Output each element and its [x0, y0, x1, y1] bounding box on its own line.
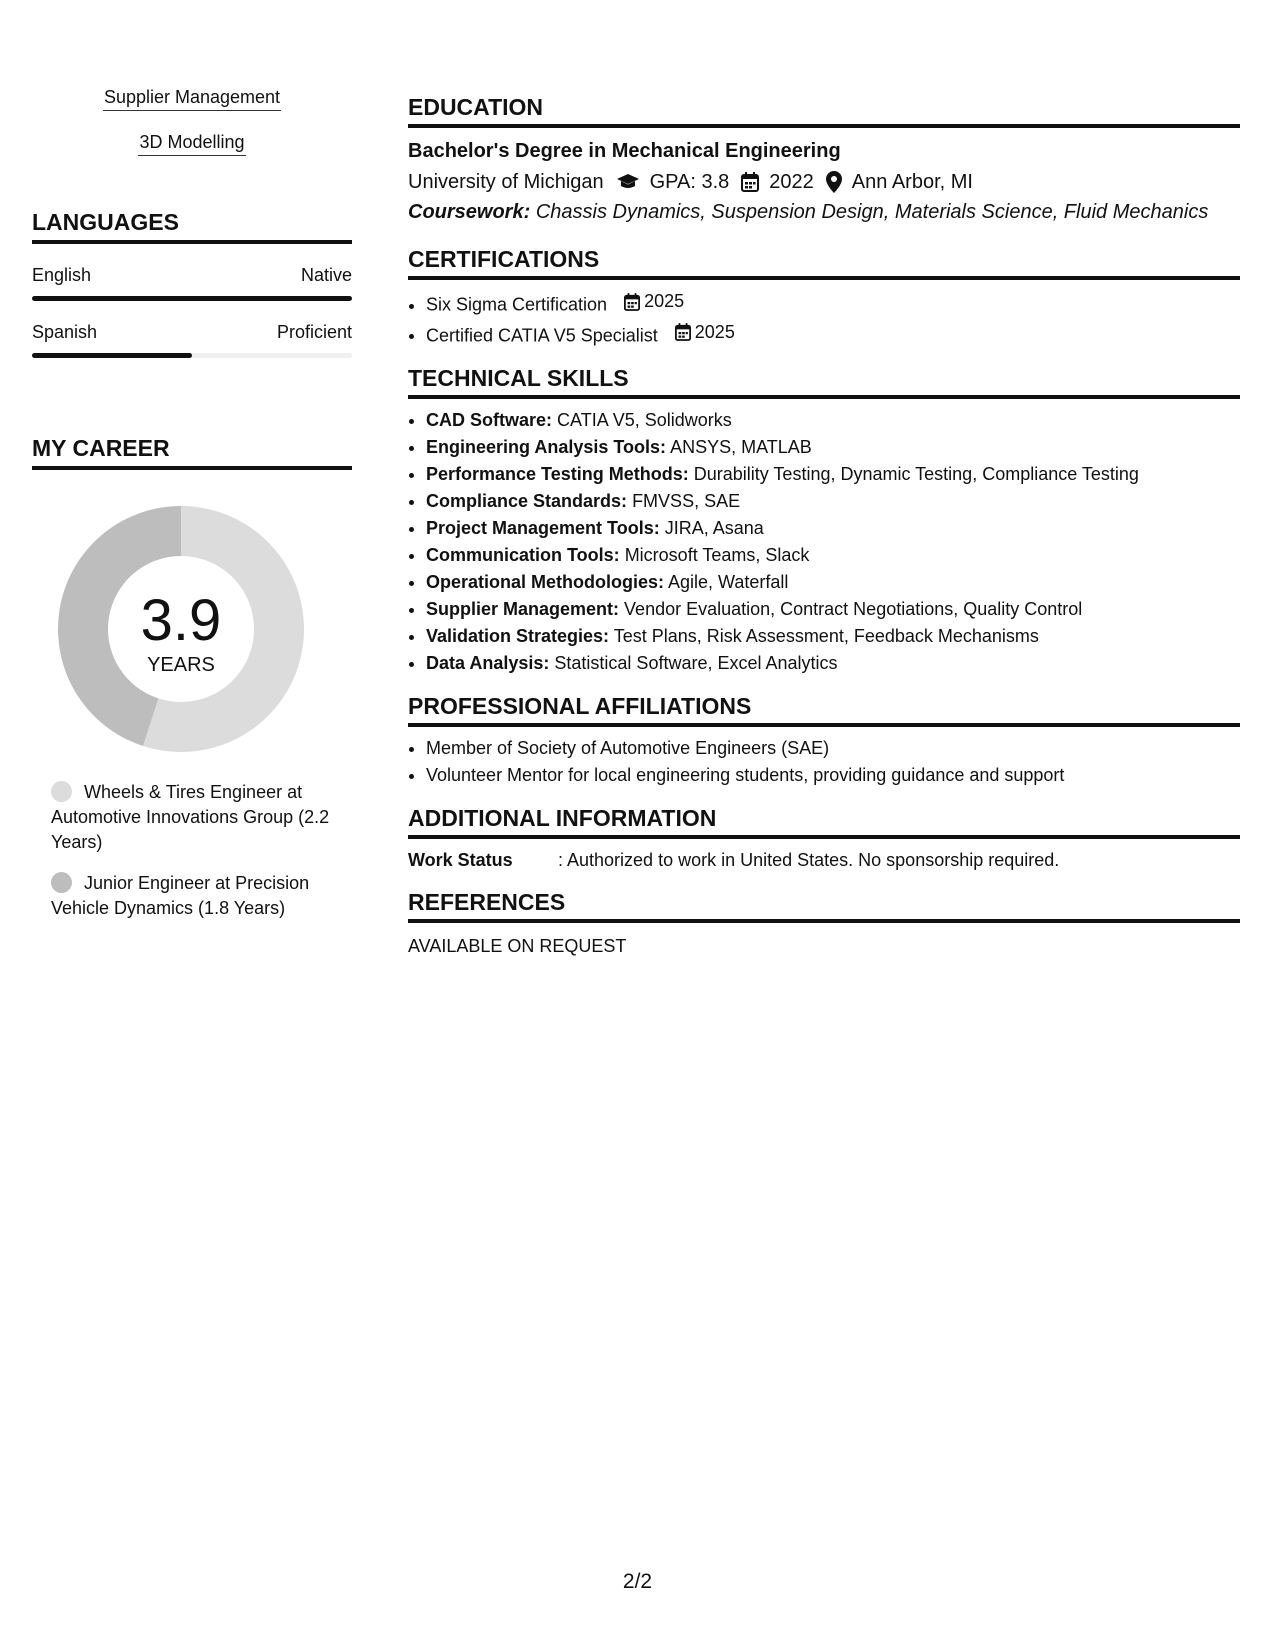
legend-item: [51, 871, 351, 921]
affiliation-item: • Volunteer Mentor for local engineering students, providing guidance and support: [426, 762, 1240, 789]
career-legend: [32, 780, 352, 921]
technical-skill-label: Compliance Standards:: [426, 491, 628, 511]
page-number: 2/2: [622, 1570, 653, 1593]
coursework: [408, 198, 1240, 226]
technical-skill-value: ANSYS, MATLAB: [670, 437, 812, 457]
school-name: University of Michigan: [408, 171, 604, 193]
technical-skill-label: Operational Methodologies:: [426, 572, 665, 592]
calendar-icon: [624, 293, 640, 311]
technical-skill-item: [426, 488, 1240, 515]
legend-dot-icon: [51, 781, 72, 802]
donut-center: [56, 504, 306, 754]
technical-skill-value: Agile, Waterfall: [668, 572, 789, 592]
languages-heading: LANGUAGES: [32, 208, 352, 244]
legend-item: [51, 780, 351, 855]
language-level: Native: [300, 265, 352, 285]
technical-skills-section: [408, 365, 1240, 677]
technical-skills-heading: TECHNICAL SKILLS: [408, 365, 1240, 399]
language-proficiency-bar: [32, 353, 352, 358]
school-location: Ann Arbor, MI: [851, 171, 973, 193]
work-status-value: : Authorized to work in United States. No sponsorship required.: [558, 850, 1060, 870]
technical-skill-label: Validation Strategies:: [426, 626, 610, 646]
technical-skill-value: JIRA, Asana: [664, 518, 764, 538]
technical-skill-value: Statistical Software, Excel Analytics: [554, 653, 838, 673]
legend-dot-icon: [51, 872, 72, 893]
calendar-icon: [741, 172, 759, 192]
technical-skill-item: [426, 542, 1240, 569]
certification-item: [426, 288, 1240, 319]
references-text: AVAILABLE ON REQUEST: [408, 936, 627, 956]
degree-title: Bachelor's Degree in Mechanical Engineering: [408, 140, 841, 162]
location-pin-icon: [826, 171, 842, 193]
technical-skill-value: FMVSS, SAE: [632, 491, 741, 511]
technical-skill-item: [426, 596, 1240, 623]
language-proficiency-fill: [32, 353, 192, 358]
technical-skill-label: Supplier Management:: [426, 599, 620, 619]
certifications-list: [408, 288, 1240, 349]
coursework-list: Chassis Dynamics, Suspension Design, Materials Science, Fluid Mechanics: [535, 201, 1209, 223]
technical-skill-value: Vendor Evaluation, Contract Negotiations, Quality Control: [624, 599, 1083, 619]
technical-skill-item: [426, 623, 1240, 650]
certification-name: Six Sigma Certification: [426, 294, 608, 315]
legend-label: Wheels & Tires Engineer at Automotive Innovations Group (2.2 Years): [51, 782, 330, 852]
language-name: English: [32, 265, 92, 285]
career-donut-chart: [56, 504, 306, 754]
education-meta: [408, 168, 1240, 196]
legend-label: Junior Engineer at Precision Vehicle Dynamics (1.8 Years): [51, 873, 310, 918]
career-heading: MY CAREER: [32, 434, 352, 470]
language-proficiency-bar: [32, 296, 352, 301]
work-status-row: [408, 849, 1240, 871]
technical-skill-item: [426, 515, 1240, 542]
references-heading: REFERENCES: [408, 889, 1240, 923]
language-proficiency-fill: [32, 296, 352, 301]
technical-skill-value: Test Plans, Risk Assessment, Feedback Mechanisms: [613, 626, 1039, 646]
language-level: Proficient: [276, 322, 352, 342]
technical-skill-label: Engineering Analysis Tools:: [426, 437, 667, 457]
main-content: [408, 94, 1240, 967]
technical-skill-item: [426, 650, 1240, 677]
technical-skill-label: Project Management Tools:: [426, 518, 660, 538]
technical-skill-item: [426, 569, 1240, 596]
certification-year: 2025: [694, 321, 735, 342]
sidebar: [32, 86, 352, 937]
career-total-value: 3.9: [140, 588, 222, 653]
gpa: GPA: 3.8: [649, 171, 730, 193]
references-section: [408, 889, 1240, 957]
technical-skill-item: [426, 434, 1240, 461]
coursework-label: Coursework:: [408, 201, 531, 223]
skill-tag: Supplier Management: [103, 86, 281, 111]
languages-section: [32, 208, 352, 358]
certification-year: 2025: [644, 291, 685, 311]
technical-skill-label: Performance Testing Methods:: [426, 464, 689, 484]
calendar-icon: [675, 323, 691, 341]
technical-skill-label: Data Analysis:: [426, 653, 550, 673]
technical-skills-list: [408, 407, 1240, 677]
affiliations-section: [408, 693, 1240, 789]
technical-skill-label: CAD Software:: [426, 410, 553, 430]
technical-skill-value: CATIA V5, Solidworks: [557, 410, 732, 430]
certification-item: [426, 319, 1240, 350]
graduation-year: 2022: [769, 171, 814, 193]
language-item: [32, 321, 352, 358]
technical-skill-value: Microsoft Teams, Slack: [624, 545, 810, 565]
career-section: [32, 434, 352, 921]
skill-tag: 3D Modelling: [138, 131, 245, 156]
additional-info-section: [408, 805, 1240, 871]
education-heading: EDUCATION: [408, 94, 1240, 128]
language-item: [32, 264, 352, 301]
technical-skill-value: Durability Testing, Dynamic Testing, Compliance Testing: [693, 464, 1139, 484]
additional-info-heading: ADDITIONAL INFORMATION: [408, 805, 1240, 839]
education-section: [408, 94, 1240, 226]
technical-skill-item: [426, 407, 1240, 434]
graduation-cap-icon: [616, 173, 640, 191]
certifications-heading: CERTIFICATIONS: [408, 246, 1240, 280]
affiliation-item: • Member of Society of Automotive Engineers (SAE): [426, 735, 1240, 762]
certification-name: Certified CATIA V5 Specialist: [426, 325, 658, 345]
technical-skill-item: [426, 461, 1240, 488]
skills-list: [32, 86, 352, 176]
language-name: Spanish: [32, 322, 98, 342]
affiliations-list: [408, 735, 1240, 789]
technical-skill-label: Communication Tools:: [426, 545, 620, 565]
certifications-section: [408, 246, 1240, 349]
affiliations-heading: PROFESSIONAL AFFILIATIONS: [408, 693, 1240, 727]
career-total-unit: YEARS: [147, 654, 215, 676]
work-status-label: Work Status: [408, 850, 513, 870]
